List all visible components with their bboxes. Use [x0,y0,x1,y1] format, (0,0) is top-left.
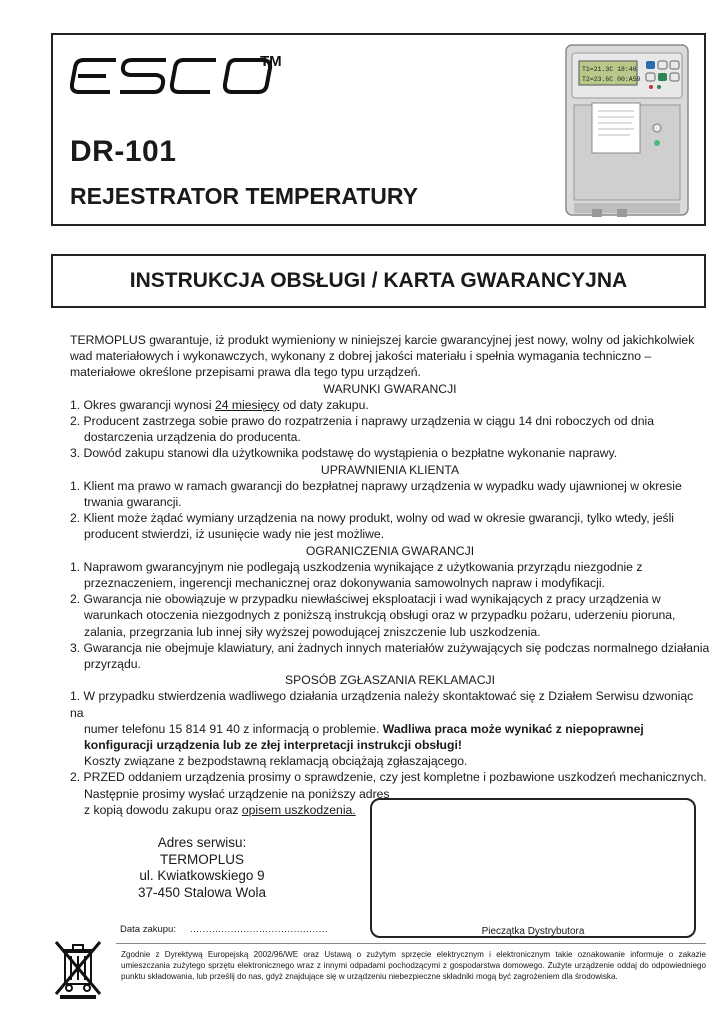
ograniczenia-item-2: 2. Gwarancja nie obowiązuje w przypadku niewłaściwej eksploatacji i wad wynikających z pracy urządzenia w [70,592,661,607]
ograniczenia-item-3-cont: przyrządu. [84,657,141,672]
uprawnienia-item-2-cont: producent stwierdzi, iż usunięcie wady nie jest możliwe. [84,527,385,542]
section-heading-warunki: WARUNKI GWARANCJI [323,381,457,396]
ograniczenia-item-2-cont2: zalania, przegrzania lub innej siły wyższej powodującej zniszczenie lub uszkodzenia. [84,624,541,639]
uprawnienia-item-1: 1. Klient ma prawo w ramach gwarancji do bezpłatnej naprawy urządzenia w wypadku wady ujawnionej w okresie [70,478,682,493]
product-subtitle: REJESTRATOR TEMPERATURY [70,183,419,209]
document-title: INSTRUKCJA OBSŁUGI / KARTA GWARANCYJNA [129,269,628,292]
reklamacje-item-1-cont2: konfiguracji urządzenia lub ze złej interpretacji instrukcji obsługi! [84,738,462,753]
weee-crossed-bin-icon [52,938,104,1000]
warunki-item-2-cont: dostarczenia urządzenia do producenta. [84,430,301,445]
intro-paragraph: TERMOPLUS gwarantuje, iż produkt wymieniony w niniejszej karcie gwarancyjnej jest nowy, wolny od jakichkolwiek wad materiałowych i wykonawczych, wykonany z dobrej jakości materiału i spełnia wymagania techniczno – materiałowe określone przepisami prawa dla tego typu urządzeń. [70,333,695,380]
service-company: TERMOPLUS [159,851,244,867]
reklamacje-item-2: 2. PRZED oddaniem urządzenia prosimy o sprawdzenie, czy jest kompletne i pozbawione uszkodzeń mechanicznych. [70,770,707,785]
reklamacje-item-1-cont3: Koszty związane z bezpodstawną reklamacją obciążają zgłaszającego. [84,754,468,769]
section-heading-ograniczenia: OGRANICZENIA GWARANCJI [305,543,475,558]
reklamacje-item-1: 1. W przypadku stwierdzenia wadliwego działania urządzenia należy skontaktować się z Działem Serwisu dzwoniąc na [70,689,694,720]
service-city: 37-450 Stalowa Wola [137,884,267,900]
ograniczenia-item-3: 3. Gwarancja nie obejmuje klawiatury, ani żadnych innych materiałów zużywających się podczas normalnego działania [70,640,710,655]
device-display-line1: T1=21.3C 18:46 [582,66,637,73]
device-display-line2: T2=23.6C 00:A59 [582,76,641,83]
esco-logo [70,50,285,102]
device-photo [562,43,692,218]
uprawnienia-item-2: 2. Klient może żądać wymiany urządzenia na nowy produkt, wolny od wad w okresie gwarancji, tylko wtedy, jeśli [70,511,675,526]
ograniczenia-item-1-cont: przeznaczeniem, ingerencji mechanicznej oraz dokonywania samowolnych napraw i modyfikacji. [84,576,605,591]
reklamacje-item-2-cont1: Następnie prosimy wysłać urządzenie na poniższy adres [84,786,390,801]
warunki-item-2: 2. Producent zastrzega sobie prawo do rozpatrzenia i naprawy urządzenia w ciągu 14 dni roboczych od dnia [70,414,654,429]
weee-disposal-notice: Zgodnie z Dyrektywą Europejską 2002/96/WE oraz Ustawą o zużytym sprzęcie elektrycznym i elektronicznym takie oznakowanie informuje o zakazie umieszczania zużytego sprzętu elektronicznego wraz z innymi odpadami pochodzącymi z gospodarstwa domowego. Zużyte urządzenie oddaj do odpowiedniego punktu składowania, lub prześlij do nas, gdyż znajdujące się w urządzeniu niebezpieczne składniki mogą być zagrożeniem dla środowiska. [121,950,706,981]
stamp-label: Pieczątka Dystrybutora [481,926,585,937]
reklamacje-item-2-cont2: z kopią dowodu zakupu oraz opisem uszkodzenia. [84,802,356,817]
ograniczenia-item-2-cont1: warunkach otoczenia niezgodnych z poniższą instrukcją obsługi oraz w przypadku pożaru, uderzeniu pioruna, [84,608,676,623]
section-heading-uprawnienia: UPRAWNIENIA KLIENTA [320,462,460,477]
purchase-date-label: Data zakupu: [120,924,176,935]
model-title: DR-101 [70,135,177,168]
uprawnienia-item-1-cont: trwania gwarancji. [84,495,182,510]
distributor-stamp-box[interactable] [370,798,696,938]
trademark-text: TM [260,53,282,70]
service-label: Adres serwisu: [157,835,247,850]
warunki-item-1: 1. Okres gwarancji wynosi 24 miesięcy od daty zakupu. [70,397,369,412]
warranty-body [70,332,710,818]
purchase-date-field[interactable]: ............................................ [190,924,329,935]
service-street: ul. Kwiatkowskiego 9 [139,868,265,883]
reklamacje-item-1-cont: numer telefonu 15 814 91 40 z informacją o problemie. Wadliwa praca może wynikać z niepoprawnej [84,721,644,736]
document-title-box [51,254,706,308]
ograniczenia-item-1: 1. Naprawom gwarancyjnym nie podlegają uszkodzenia wynikające z użytkowania przyrządu niezgodnie z [70,559,643,574]
warunki-item-3: 3. Dowód zakupu stanowi dla użytkownika podstawę do wystąpienia o bezpłatne wykonanie naprawy. [70,446,618,461]
service-address [112,835,292,901]
section-heading-reklamacje: SPOSÓB ZGŁASZANIA REKLAMACJI [285,673,495,688]
